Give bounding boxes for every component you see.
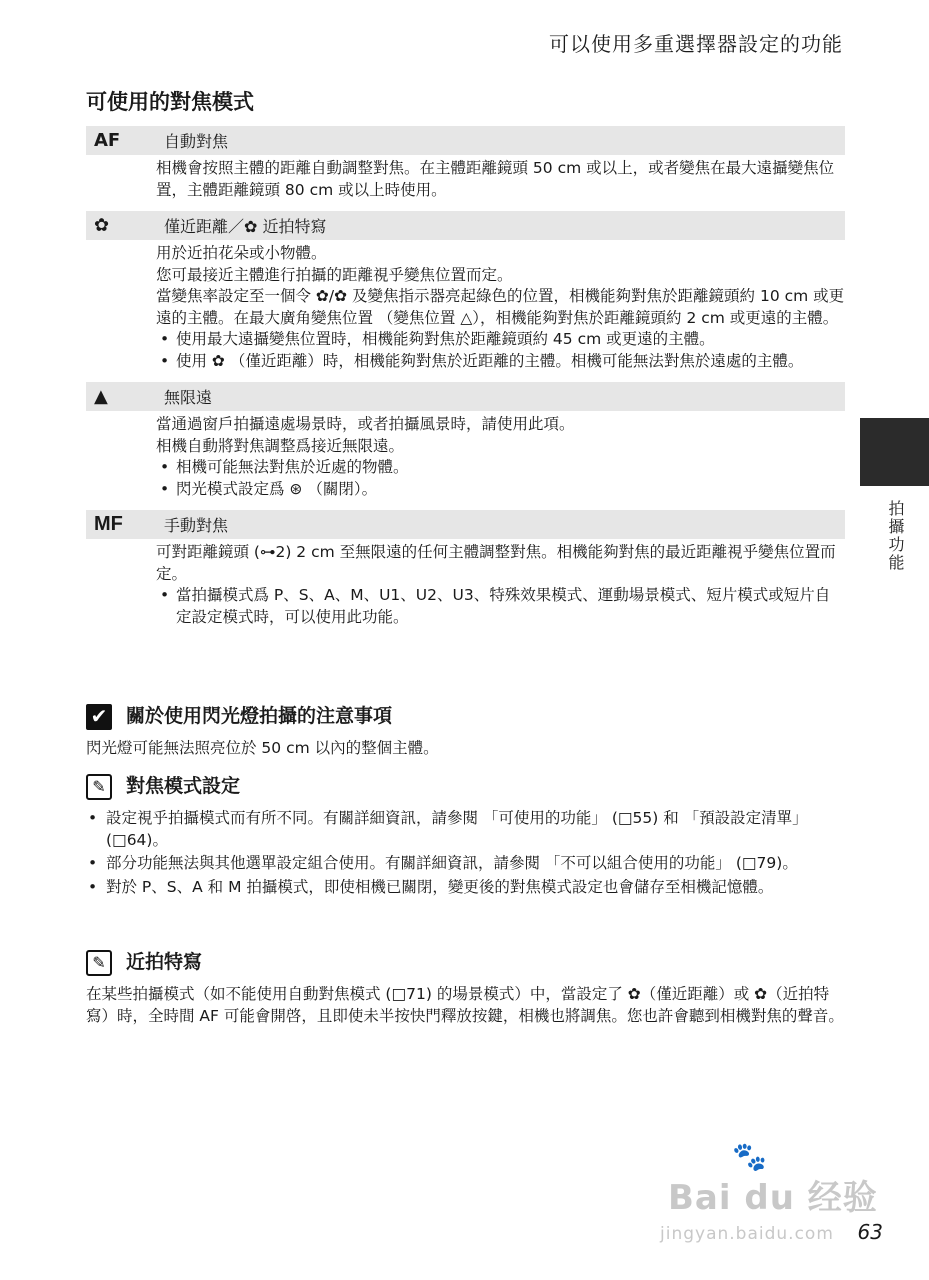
note-macro <box>86 950 845 1027</box>
note-flash <box>86 704 845 760</box>
bullet-item: • 相機可能無法對焦於近處的物體。 <box>156 457 845 479</box>
mode-bullets <box>156 585 845 628</box>
note-title: 近拍特寫 <box>126 951 203 974</box>
mode-name: 無限遠 <box>164 388 213 407</box>
mode-paragraph: 您可最接近主體進行拍攝的距離視乎變焦位置而定。 <box>156 265 513 284</box>
mode-paragraph: 相機會按照主體的距離自動調整對焦。在主體距離鏡頭 50 cm 或以上，或者變焦在最大遠攝變焦位置，主體距離鏡頭 80 cm 或以上時使用。 <box>156 159 835 199</box>
note-bullets <box>86 808 845 898</box>
mode-description <box>86 411 845 510</box>
pencil-icon: ✎ <box>86 774 112 800</box>
note-text: 在某些拍攝模式（如不能使用自動對焦模式 (□71) 的場景模式）中，當設定了 ✿（僅近距離）或 ✿（近拍特寫）時，全時間 AF 可能會開啓，且即使未半按快門釋放按鍵，相機也將調焦。您也許會聽到相機對焦的聲音。 <box>86 985 844 1025</box>
pencil-icon: ✎ <box>86 950 112 976</box>
note-title: 對焦模式設定 <box>126 775 241 798</box>
paw-icon: 🐾 <box>732 1140 767 1173</box>
chapter-tab <box>860 418 929 486</box>
mode-name: 自動對焦 <box>164 132 229 151</box>
mode-row-af <box>86 126 845 155</box>
page-number: 63 <box>857 1220 883 1244</box>
note-text: 閃光燈可能無法照亮位於 50 cm 以內的整個主體。 <box>86 739 439 757</box>
baidu-watermark <box>660 1140 890 1250</box>
note-heading <box>86 774 845 800</box>
bullet-item: • 部分功能無法與其他選單設定組合使用。有關詳細資訊，請參閱 「不可以組合使用的功能」 (□79)。 <box>86 853 845 875</box>
mountain-icon: ▲ <box>94 386 108 407</box>
mode-paragraph: 可對距離鏡頭 (⊶2) 2 cm 至無限遠的任何主體調整對焦。相機能夠對焦的最近距離視乎變焦位置而定。 <box>156 543 836 583</box>
flower-icon: ✿ <box>94 215 110 236</box>
watermark-url: jingyan.baidu.com <box>660 1224 834 1244</box>
bullet-item: • 使用 ✿ （僅近距離）時，相機能夠對焦於近距離的主體。相機可能無法對焦於遠處的主體。 <box>156 351 845 373</box>
mf-symbol: MF <box>94 513 123 535</box>
bullet-item: • 閃光模式設定爲 ⊛ （關閉）。 <box>156 479 845 501</box>
mode-row-macro <box>86 211 845 240</box>
mode-paragraph: 用於近拍花朵或小物體。 <box>156 244 327 262</box>
mode-name: 僅近距離／✿ 近拍特寫 <box>164 217 327 236</box>
watermark-logo-text: Bai du 经验 <box>668 1178 878 1218</box>
mode-description <box>86 240 845 382</box>
note-heading <box>86 950 845 976</box>
section-title: 可使用的對焦模式 <box>86 90 254 114</box>
mode-bullets <box>156 329 845 372</box>
mode-row-mf <box>86 510 845 539</box>
check-icon: ✔ <box>86 704 112 730</box>
mode-bullets <box>156 457 845 500</box>
bullet-item: • 設定視乎拍攝模式而有所不同。有關詳細資訊，請參閱 「可使用的功能」 (□55) 和 「預設設定清單」 (□64)。 <box>86 808 845 851</box>
bullet-item: • 當拍攝模式爲 P、S、A、M、U1、U2、U3、特殊效果模式、運動場景模式、短片模式或短片自定設定模式時，可以使用此功能。 <box>156 585 845 628</box>
mode-paragraph: 當變焦率設定至一個令 ✿/✿ 及變焦指示器亮起綠色的位置，相機能夠對焦於距離鏡頭約 10 cm 或更遠的主體。在最大廣角變焦位置 （變焦位置 △），相機能夠對焦於距離鏡頭約 2 cm 或更遠的主體。 <box>156 287 845 327</box>
mode-name: 手動對焦 <box>164 516 229 535</box>
af-symbol: AF <box>94 130 121 151</box>
focus-mode-table <box>86 126 845 638</box>
mode-paragraph: 相機自動將對焦調整爲接近無限遠。 <box>156 436 405 455</box>
mode-description <box>86 155 845 211</box>
bullet-item: • 對於 P、S、A 和 M 拍攝模式，即使相機已關閉，變更後的對焦模式設定也會儲存至相機記憶體。 <box>86 877 845 899</box>
mode-description <box>86 539 845 638</box>
bullet-item: • 使用最大遠攝變焦位置時，相機能夠對焦於距離鏡頭約 45 cm 或更遠的主體。 <box>156 329 845 351</box>
mode-row-infinity <box>86 382 845 411</box>
note-title: 關於使用閃光燈拍攝的注意事項 <box>126 705 393 728</box>
chapter-label: 拍攝功能 <box>886 500 905 572</box>
mode-paragraph: 當通過窗戶拍攝遠處場景時，或者拍攝風景時，請使用此項。 <box>156 415 575 433</box>
note-heading <box>86 704 845 730</box>
note-focus-settings <box>86 774 845 900</box>
running-header: 可以使用多重選擇器設定的功能 <box>549 32 843 56</box>
